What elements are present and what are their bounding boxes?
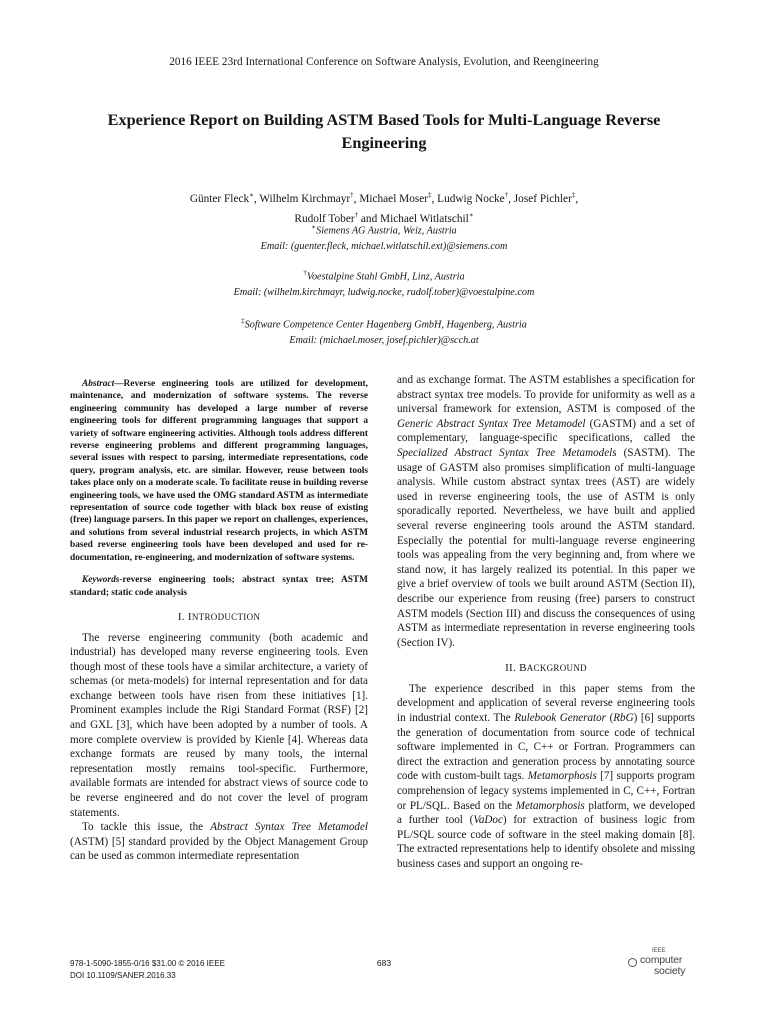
author-name: , Wilhelm Kirchmayr — [253, 192, 351, 205]
affiliation-mark: † — [504, 191, 509, 199]
intro-paragraph-1: The reverse engineering community (both academic and industrial) has developed many reverse engineering tools. Even though most of these tools have a similar architecture, a variety of schemas (or meta-models) for internal representation and for data exchange between tools have risen from these initiatives [1]. Prominent examples include the Rigi Standard Format (RSF) [2] and GXL [3], which have been adopted by a number of tools. A more complete overview is provided by Kienle [4]. Whereas data exchange formats are reused by many tools, the internal representation mostly remains tool-specific. Furthermore, available formats are intended for abstract views of source code to be reverse engineered and do not cover the level of program statements. — [70, 631, 368, 819]
affiliation-mark: † — [354, 211, 359, 220]
text-run: ) [6] supports the generation of documentation from source code of technical software implemented in C, C++ or Fortran. Programmers can direct the extraction and generation process by annotating source code with custom-built tags. — [397, 712, 696, 783]
emphasis: Metamorphosis — [527, 770, 597, 783]
right-column — [397, 373, 695, 872]
section-heading-introduction — [70, 610, 368, 625]
keywords-label: Keywords — [82, 575, 120, 586]
affiliation-email: Email: (michael.moser, josef.pichler)@scch.at — [289, 335, 479, 347]
author-name: Günter Fleck — [189, 192, 250, 205]
author-name: , Michael Moser — [353, 192, 429, 205]
emphasis: Rulebook Generator — [514, 712, 606, 725]
isbn-line: 978-1-5090-1855-0/16 $31.00 © 2016 IEEE — [70, 959, 225, 968]
logo-computer-text: computer — [640, 954, 683, 966]
author-separator: , — [575, 192, 579, 205]
affiliation-mark: ∗ — [249, 191, 254, 199]
affiliation-mark: † — [303, 269, 307, 277]
background-paragraph-1 — [397, 682, 695, 872]
conference-header: 2016 IEEE 23rd International Conference on Software Analysis, Evolution, and Reengineering — [169, 56, 599, 68]
section-title-rest: NTRODUCTION — [191, 611, 261, 622]
author-name: Rudolf Tober — [294, 213, 355, 226]
emphasis: Metamorphosis — [515, 799, 585, 812]
section-number: I. — [177, 610, 188, 623]
intro-paragraph-2 — [70, 820, 368, 864]
text-run: ) for extraction of business logic from PL/SQL source code of software in the steel making domain [8]. The extracted representations help to identify obsolete and missing business cases and support an ongoing re- — [397, 814, 695, 870]
abstract — [70, 378, 368, 564]
affiliation-email: Email: (guenter.fleck, michael.witlatschil.ext)@siemens.com — [260, 241, 508, 253]
affiliation-mark: ∗ — [468, 211, 474, 220]
section-initial: B — [519, 662, 527, 675]
affiliation-email: Email: (wilhelm.kirchmayr, ludwig.nocke, rudolf.tober)@voestalpine.com — [233, 287, 535, 299]
ieee-cs-globe-icon — [628, 958, 637, 967]
emphasis: Specialized Abstract Syntax Tree Metamodels — [397, 446, 617, 459]
affiliation-mark: ‡ — [241, 317, 245, 325]
logo-ieee-text: IEEE — [652, 948, 666, 954]
text-run: The experience described in this paper stems from the development and application of several reverse engineering tools in industrial context. The — [397, 682, 695, 725]
emphasis: VaDoc — [473, 814, 503, 827]
affiliation-mark: † — [350, 191, 354, 199]
logo-society-text: society — [654, 965, 686, 977]
abstract-label: Abstract — [82, 379, 115, 389]
intro-paragraph-continued — [397, 373, 695, 650]
affiliation-mark: ‡ — [428, 191, 432, 199]
section-title-rest: ACKGROUND — [526, 663, 587, 674]
affiliation-mark: ‡ — [571, 191, 576, 199]
affiliation-mark: ∗ — [311, 223, 317, 231]
section-number: II. — [505, 662, 520, 675]
text-run: (SASTM). The usage of GASTM also promises simplification of multi-language analysis. While custom abstract syntax trees (AST) are widely used in reverse engineering tools, the use of ASTM is only sporadically reported. Nevertheless, we have built and applied several reverse engineering tools around the ASTM standard. Especially the potential for multi-language reverse engineering tools was appealing from the very beginning and, from where we stand now, it has largely realized its potential. In this paper we give a brief overview of tools we built around ASTM (Section II), describe our experience from reusing (free) parsers to construct ASTM models (Section III) and discuss the consequences of using ASTM as intermediate representation in reverse engineering tools (Section IV). — [397, 446, 695, 649]
author-name: , Ludwig Nocke — [431, 192, 505, 205]
page-number: 683 — [376, 958, 392, 968]
ieee-computer-society-logo — [628, 948, 708, 978]
paper-title: Experience Report on Building ASTM Based Tools for Multi-Language Reverse Engineering — [107, 110, 661, 152]
emphasis: RbG — [613, 712, 634, 725]
keywords — [70, 574, 368, 599]
text-run: To tackle this issue, the — [82, 821, 211, 834]
section-heading-background — [397, 661, 695, 676]
text-run: (GASTM) and a set of complementary, language-specific specifications, called the — [397, 417, 695, 445]
text-run: [7] supports program comprehension of legacy systems implemented in C, C++, Fortran or PL/SQL. Based on the — [397, 770, 695, 812]
author-name: and Michael Witlatschil — [358, 213, 469, 226]
affiliation-siemens — [100, 219, 668, 255]
affiliation-org: Software Competence Center Hagenberg GmbH, Hagenberg, Austria — [244, 319, 527, 331]
abstract-text: Reverse engineering tools are utilized for development, maintenance, and modernization of software systems. The reverse engineering community has developed a large number of reverse engineering tools for different programming languages that support a variety of software engineering activities. Although tools address different reverse engineering problems and different programming languages, several issues with respect to parsing, intermediate representations, code query, program analysis, etc. are similar. However, reuse between tools takes place only on a moderate scale. To facilitate reuse in building reverse engineering tools, we have used the OMG standard ASTM as intermediate representation of source code together with black box reuse of existing (free) language parsers. In this paper we report on challenges, experiences, and solutions from several industrial research projects, in which ASTM based reverse engineering tools have been developed and used for re-documentation, re-engineering, and modernization of software systems. — [70, 379, 368, 563]
text-run: ( — [606, 712, 614, 725]
affiliation-org: Siemens AG Austria, Weiz, Austria — [316, 225, 457, 237]
section-initial: I — [187, 610, 192, 623]
keywords-text: -reverse engineering tools; abstract syntax tree; ASTM standard; static code analysis — [70, 575, 368, 598]
left-column — [70, 378, 368, 864]
text-run: and as exchange format. The ASTM establishes a specification for abstract syntax tree models. To provide for uniformity as well as a universal framework for extension, ASTM is composed of the — [397, 374, 695, 416]
author-name: , Josef Pichler — [508, 192, 572, 205]
text-run: (ASTM) [5] standard provided by the Object Management Group can be used as common intermediate representation — [70, 835, 368, 863]
affiliation-scch — [100, 313, 668, 349]
doi-line: DOI 10.1109/SANER.2016.33 — [70, 970, 176, 980]
emphasis: Abstract Syntax Tree Metamodel — [210, 821, 368, 834]
text-run: platform, we developed a further tool ( — [397, 799, 695, 827]
affiliation-org: Voestalpine Stahl GmbH, Linz, Austria — [306, 271, 465, 283]
emphasis: Generic Abstract Syntax Tree Metamodel — [397, 417, 586, 430]
affiliation-voestalpine — [100, 265, 668, 301]
abstract-dash: — — [114, 379, 124, 389]
